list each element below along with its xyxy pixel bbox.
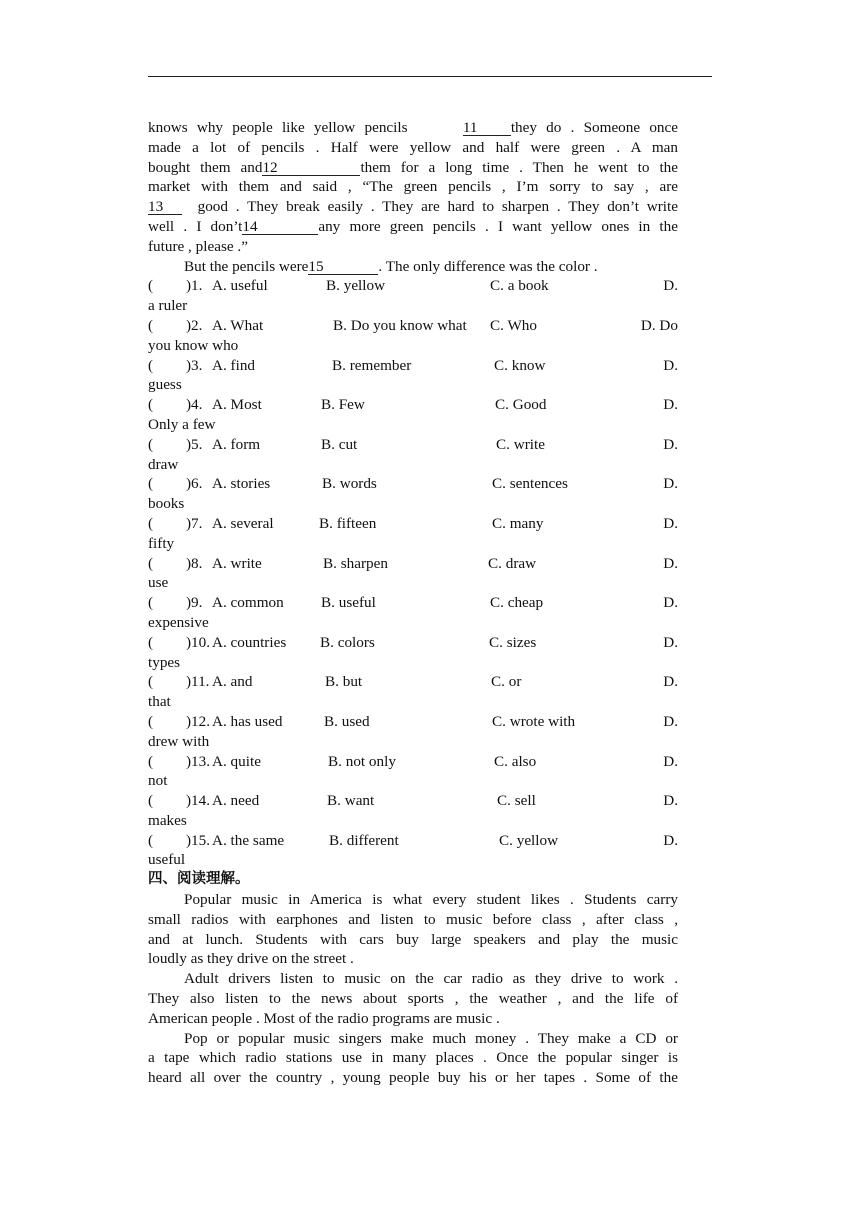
question-row bbox=[148, 514, 678, 534]
cloze-line-4: market with them and said , “The green pencils , I’m sorry to say , are bbox=[148, 178, 678, 196]
option-d: D. bbox=[663, 594, 678, 612]
question-number: )11. bbox=[186, 673, 210, 691]
option-d: D. bbox=[663, 475, 678, 493]
option-d-continued: books bbox=[148, 495, 185, 513]
question-row bbox=[148, 672, 678, 692]
answer-paren[interactable]: ( bbox=[148, 633, 154, 651]
option-d: D. bbox=[663, 712, 678, 730]
answer-paren[interactable]: ( bbox=[148, 396, 154, 414]
question-number: )5. bbox=[186, 435, 203, 453]
option-d: D. bbox=[663, 277, 678, 295]
option-d-continued: fifty bbox=[148, 534, 175, 552]
blank-15: 15 bbox=[308, 259, 378, 275]
option-a: A. stories bbox=[212, 475, 271, 493]
option-d: D. Do bbox=[640, 316, 678, 334]
answer-paren[interactable]: ( bbox=[148, 712, 154, 730]
question-row bbox=[148, 554, 678, 574]
cloze-text: knows why people like yellow pencils bbox=[148, 119, 408, 136]
question-number: )7. bbox=[186, 514, 203, 532]
cloze-line-1 bbox=[148, 118, 678, 138]
section-heading: 四、阅读理解。 bbox=[148, 871, 250, 888]
option-b: B. Few bbox=[321, 396, 365, 414]
option-c: C. yellow bbox=[499, 831, 559, 849]
question-number: )12. bbox=[186, 712, 211, 730]
option-c: C. Who bbox=[490, 316, 537, 334]
option-b: B. yellow bbox=[326, 277, 386, 295]
option-a: A. several bbox=[212, 514, 274, 532]
option-d-continued: Only a few bbox=[148, 415, 216, 433]
question-row bbox=[148, 752, 678, 772]
option-d: D. bbox=[663, 435, 678, 453]
reading-line: heard all over the country , young people buy his or her tapes . Some of the bbox=[148, 1069, 678, 1087]
answer-paren[interactable]: ( bbox=[148, 514, 154, 532]
option-c: C. write bbox=[496, 435, 545, 453]
question-number: )1. bbox=[186, 277, 203, 295]
option-d: D. bbox=[663, 396, 678, 414]
reading-line: a tape which radio stations use in many places . Once the popular singer is bbox=[148, 1049, 678, 1067]
cloze-text: . The only difference was the color . bbox=[378, 257, 598, 275]
option-a: A. has used bbox=[212, 712, 283, 730]
reading-line: Adult drivers listen to music on the car radio as they drive to work . bbox=[184, 970, 678, 988]
option-a: A. need bbox=[212, 792, 260, 810]
cloze-text: bought them and bbox=[148, 158, 263, 176]
question-row bbox=[148, 831, 678, 851]
option-d-continued: that bbox=[148, 693, 171, 711]
option-b: B. sharpen bbox=[323, 554, 388, 572]
option-b: B. fifteen bbox=[319, 514, 377, 532]
option-a: A. useful bbox=[212, 277, 268, 295]
option-b: B. useful bbox=[321, 594, 376, 612]
answer-paren[interactable]: ( bbox=[148, 435, 154, 453]
option-a: A. What bbox=[212, 316, 264, 334]
answer-paren[interactable]: ( bbox=[148, 752, 154, 770]
question-row bbox=[148, 276, 678, 296]
option-c: C. cheap bbox=[490, 594, 544, 612]
option-a: A. write bbox=[212, 554, 262, 572]
option-a: A. common bbox=[212, 594, 284, 612]
reading-line: loudly as they drive on the street . bbox=[148, 950, 354, 968]
option-b: B. Do you know what bbox=[333, 316, 467, 334]
cloze-line-6 bbox=[148, 217, 678, 237]
option-a: A. quite bbox=[212, 752, 261, 770]
question-number: )9. bbox=[186, 594, 203, 612]
cloze-line-8 bbox=[148, 257, 678, 277]
answer-paren[interactable]: ( bbox=[148, 475, 154, 493]
option-a: A. find bbox=[212, 356, 256, 374]
option-d: D. bbox=[663, 633, 678, 651]
option-d: D. bbox=[663, 752, 678, 770]
cloze-text: But the pencils were bbox=[184, 257, 309, 275]
reading-line: Popular music in America is what every student likes . Students carry bbox=[184, 891, 678, 909]
option-b: B. different bbox=[329, 831, 399, 849]
option-c: C. know bbox=[494, 356, 546, 374]
answer-paren[interactable]: ( bbox=[148, 831, 154, 849]
cloze-line-7: future , please .” bbox=[148, 237, 248, 255]
option-d-continued: a ruler bbox=[148, 297, 188, 315]
cloze-line-2: made a lot of pencils . Half were yellow and half were green . A man bbox=[148, 138, 678, 156]
question-row bbox=[148, 356, 678, 376]
option-a: A. and bbox=[212, 673, 253, 691]
question-number: )2. bbox=[186, 316, 203, 334]
answer-paren[interactable]: ( bbox=[148, 792, 154, 810]
option-b: B. words bbox=[322, 475, 377, 493]
question-number: )3. bbox=[186, 356, 203, 374]
option-d: D. bbox=[663, 554, 678, 572]
option-c: C. sell bbox=[497, 792, 536, 810]
answer-paren[interactable]: ( bbox=[148, 554, 154, 572]
option-a: A. Most bbox=[212, 396, 262, 414]
reading-line: Pop or popular music singers make much money . They make a CD or bbox=[184, 1029, 678, 1047]
question-number: )14. bbox=[186, 792, 211, 810]
question-number: )15. bbox=[186, 831, 211, 849]
option-d-continued: drew with bbox=[148, 732, 210, 750]
reading-line: small radios with earphones and listen to music before class , after class , bbox=[148, 910, 678, 928]
option-d-continued: useful bbox=[148, 851, 186, 869]
question-row bbox=[148, 593, 678, 613]
option-c: C. also bbox=[494, 752, 537, 770]
answer-paren[interactable]: ( bbox=[148, 594, 154, 612]
reading-line: They also listen to the news about sports , the weather , and the life of bbox=[148, 990, 678, 1008]
option-d-continued: you know who bbox=[148, 336, 239, 354]
blank-14: 14 bbox=[242, 219, 318, 235]
question-row bbox=[148, 395, 678, 415]
cloze-text: they do . Someone once bbox=[510, 119, 678, 136]
document-page bbox=[148, 118, 678, 1088]
answer-paren[interactable]: ( bbox=[148, 673, 154, 691]
option-c: C. a book bbox=[490, 277, 549, 295]
option-d: D. bbox=[663, 792, 678, 810]
option-d: D. bbox=[663, 514, 678, 532]
cloze-line-3 bbox=[148, 158, 678, 178]
option-a: A. the same bbox=[212, 831, 285, 849]
option-b: B. remember bbox=[332, 356, 412, 374]
option-c: C. many bbox=[492, 514, 544, 532]
option-b: B. but bbox=[325, 673, 363, 691]
cloze-text: well . I don’t bbox=[148, 217, 243, 235]
option-b: B. used bbox=[324, 712, 370, 730]
question-row bbox=[148, 474, 678, 494]
reading-passage bbox=[148, 890, 678, 1088]
cloze-text: good . They break easily . They are hard to sharpen . They don’t write bbox=[197, 198, 678, 216]
option-b: B. cut bbox=[321, 435, 358, 453]
question-number: )8. bbox=[186, 554, 203, 572]
reading-line: and at lunch. Students with cars buy large speakers and play the music bbox=[148, 930, 678, 948]
question-number: )13. bbox=[186, 752, 211, 770]
option-b: B. not only bbox=[328, 752, 396, 770]
question-row bbox=[148, 791, 678, 811]
option-c: C. sentences bbox=[492, 475, 568, 493]
blank-12: 12 bbox=[262, 160, 360, 176]
blank-11: 11 bbox=[463, 120, 511, 136]
cloze-text: them for a long time . Then he went to the bbox=[360, 158, 679, 176]
option-d-continued: not bbox=[148, 772, 168, 790]
option-d-continued: makes bbox=[148, 811, 187, 829]
question-number: )4. bbox=[186, 396, 203, 414]
question-number: )6. bbox=[186, 475, 203, 493]
answer-paren[interactable]: ( bbox=[148, 277, 154, 295]
option-c: C. draw bbox=[488, 554, 537, 572]
question-row bbox=[148, 316, 678, 336]
option-b: B. colors bbox=[320, 633, 375, 651]
option-d-continued: draw bbox=[148, 455, 179, 473]
option-d-continued: guess bbox=[148, 376, 182, 394]
question-row bbox=[148, 712, 678, 732]
option-d: D. bbox=[663, 356, 678, 374]
option-a: A. countries bbox=[212, 633, 287, 651]
header-rule bbox=[148, 76, 712, 77]
option-c: C. sizes bbox=[489, 633, 537, 651]
blank-13: 13 bbox=[148, 199, 182, 215]
question-row bbox=[148, 633, 678, 653]
question-number: )10. bbox=[186, 633, 211, 651]
option-a: A. form bbox=[212, 435, 261, 453]
option-c: C. Good bbox=[495, 396, 547, 414]
option-d: D. bbox=[663, 831, 678, 849]
question-list bbox=[148, 276, 678, 870]
question-row bbox=[148, 435, 678, 455]
option-d-continued: types bbox=[148, 653, 181, 671]
option-d-continued: expensive bbox=[148, 613, 209, 631]
answer-paren[interactable]: ( bbox=[148, 316, 154, 334]
cloze-line-5 bbox=[148, 197, 678, 217]
option-d-continued: use bbox=[148, 574, 169, 592]
option-c: C. wrote with bbox=[492, 712, 576, 730]
option-c: C. or bbox=[491, 673, 522, 691]
option-b: B. want bbox=[327, 792, 375, 810]
answer-paren[interactable]: ( bbox=[148, 356, 154, 374]
cloze-text: any more green pencils . I want yellow ones in the bbox=[318, 217, 678, 235]
option-d: D. bbox=[663, 673, 678, 691]
reading-line: American people . Most of the radio programs are music . bbox=[148, 1009, 500, 1027]
